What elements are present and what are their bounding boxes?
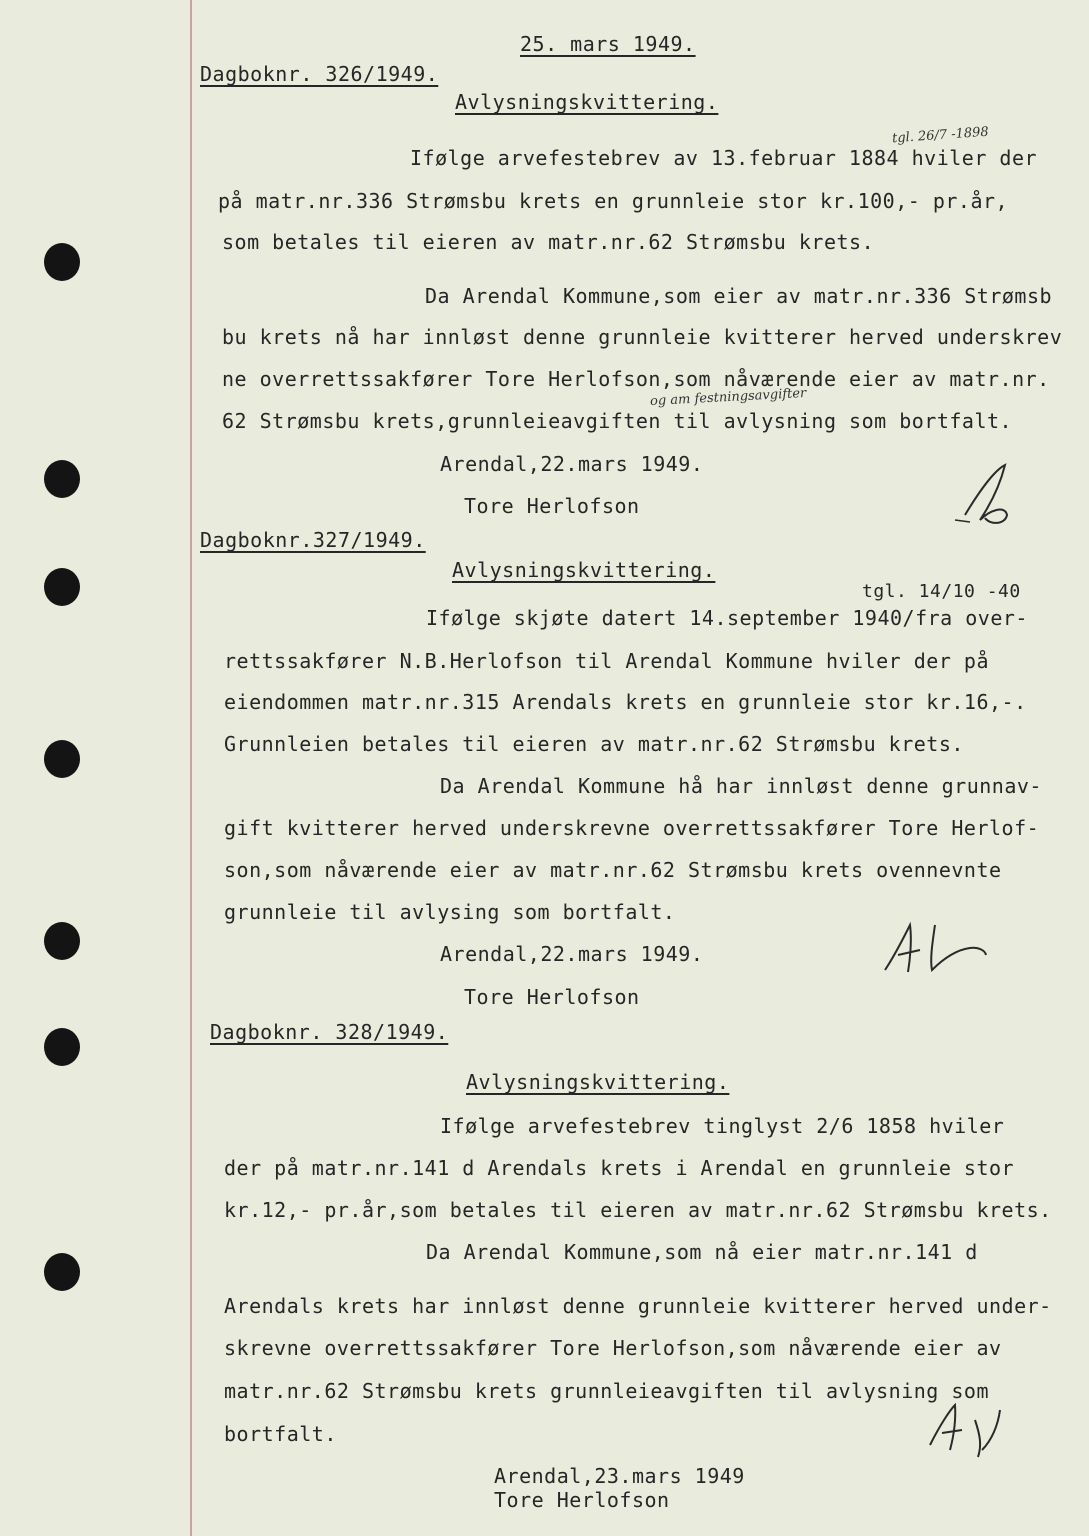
margin-note: tgl. 26/7 -1898 xyxy=(891,124,990,147)
text-line: grunnleie til avlysing som bortfalt. xyxy=(224,900,676,924)
punch-hole xyxy=(44,460,80,498)
text-line: Ifølge arvefestebrev tinglyst 2/6 1858 hviler xyxy=(440,1114,1005,1138)
signature-initials xyxy=(945,460,1025,535)
punch-hole xyxy=(44,740,80,778)
handwritten-insertion: og am festningsavgifter xyxy=(649,385,807,410)
entry-title: Avlysningskvittering. xyxy=(466,1070,730,1094)
place-date: Arendal,22.mars 1949. xyxy=(440,452,704,476)
entry-journal-number: Dagboknr. 328/1949. xyxy=(210,1020,449,1044)
place-date: Arendal,22.mars 1949. xyxy=(440,942,704,966)
punch-hole xyxy=(44,922,80,960)
signer-name: Tore Herlofson xyxy=(464,494,640,518)
punch-hole xyxy=(44,1253,80,1291)
text-line: bu krets nå har innløst denne grunnleie kvitterer herved underskrev xyxy=(222,325,1063,349)
text-line: Ifølge skjøte datert 14.september 1940/fra over- xyxy=(426,606,1028,630)
text-line: Arendals krets har innløst denne grunnleie kvitterer herved under- xyxy=(224,1294,1052,1318)
signature-initials xyxy=(880,920,990,980)
text-line: Da Arendal Kommune,som nå eier matr.nr.141 d xyxy=(426,1240,978,1264)
entry-journal-number: Dagboknr. 326/1949. xyxy=(200,62,439,86)
signature-initials xyxy=(920,1395,1020,1465)
text-line: eiendommen matr.nr.315 Arendals krets en grunnleie stor kr.16,-. xyxy=(224,690,1027,714)
text-line: skrevne overrettssakfører Tore Herlofson,som nåværende eier av xyxy=(224,1336,1002,1360)
signer-name: Tore Herlofson xyxy=(494,1488,670,1512)
text-line: rettssakfører N.B.Herlofson til Arendal Kommune hviler der på xyxy=(224,649,990,673)
text-line: son,som nåværende eier av matr.nr.62 Strømsbu krets ovennevnte xyxy=(224,858,1002,882)
text-line: Ifølge arvefestebrev av 13.februar 1884 hviler der xyxy=(410,146,1038,170)
text-line: 62 Strømsbu krets,grunnleieavgiften til avlysning som bortfalt. xyxy=(222,409,1013,433)
text-line: kr.12,- pr.år,som betales til eieren av matr.nr.62 Strømsbu krets. xyxy=(224,1198,1052,1222)
text-line: matr.nr.62 Strømsbu krets grunnleieavgiften til avlysning som xyxy=(224,1379,990,1403)
entry-journal-number: Dagboknr.327/1949. xyxy=(200,528,426,552)
entry-title: Avlysningskvittering. xyxy=(452,558,716,582)
text-line: som betales til eieren av matr.nr.62 Strømsbu krets. xyxy=(222,230,875,254)
text-line: Da Arendal Kommune hå har innløst denne grunnav- xyxy=(440,774,1042,798)
place-date: Arendal,23.mars 1949 xyxy=(494,1464,745,1488)
text-line: gift kvitterer herved underskrevne overrettssakfører Tore Herlof- xyxy=(224,816,1040,840)
text-line: ne overrettssakfører Tore Herlofson,som nåværende eier av matr.nr. xyxy=(222,367,1050,391)
punch-hole xyxy=(44,1028,80,1066)
punch-hole xyxy=(44,568,80,606)
text-line: Grunnleien betales til eieren av matr.nr.62 Strømsbu krets. xyxy=(224,732,964,756)
margin-rule xyxy=(190,0,192,1536)
entry-title: Avlysningskvittering. xyxy=(455,90,719,114)
margin-note: tgl. 14/10 -40 xyxy=(862,581,1021,602)
signer-name: Tore Herlofson xyxy=(464,985,640,1009)
text-line: bortfalt. xyxy=(224,1422,337,1446)
text-line: der på matr.nr.141 d Arendals krets i Arendal en grunnleie stor xyxy=(224,1156,1015,1180)
punch-hole xyxy=(44,243,80,281)
text-line: på matr.nr.336 Strømsbu krets en grunnleie stor kr.100,- pr.år, xyxy=(218,189,1009,213)
page-date: 25. mars 1949. xyxy=(520,32,696,56)
text-line: Da Arendal Kommune,som eier av matr.nr.336 Strømsb xyxy=(425,284,1053,308)
